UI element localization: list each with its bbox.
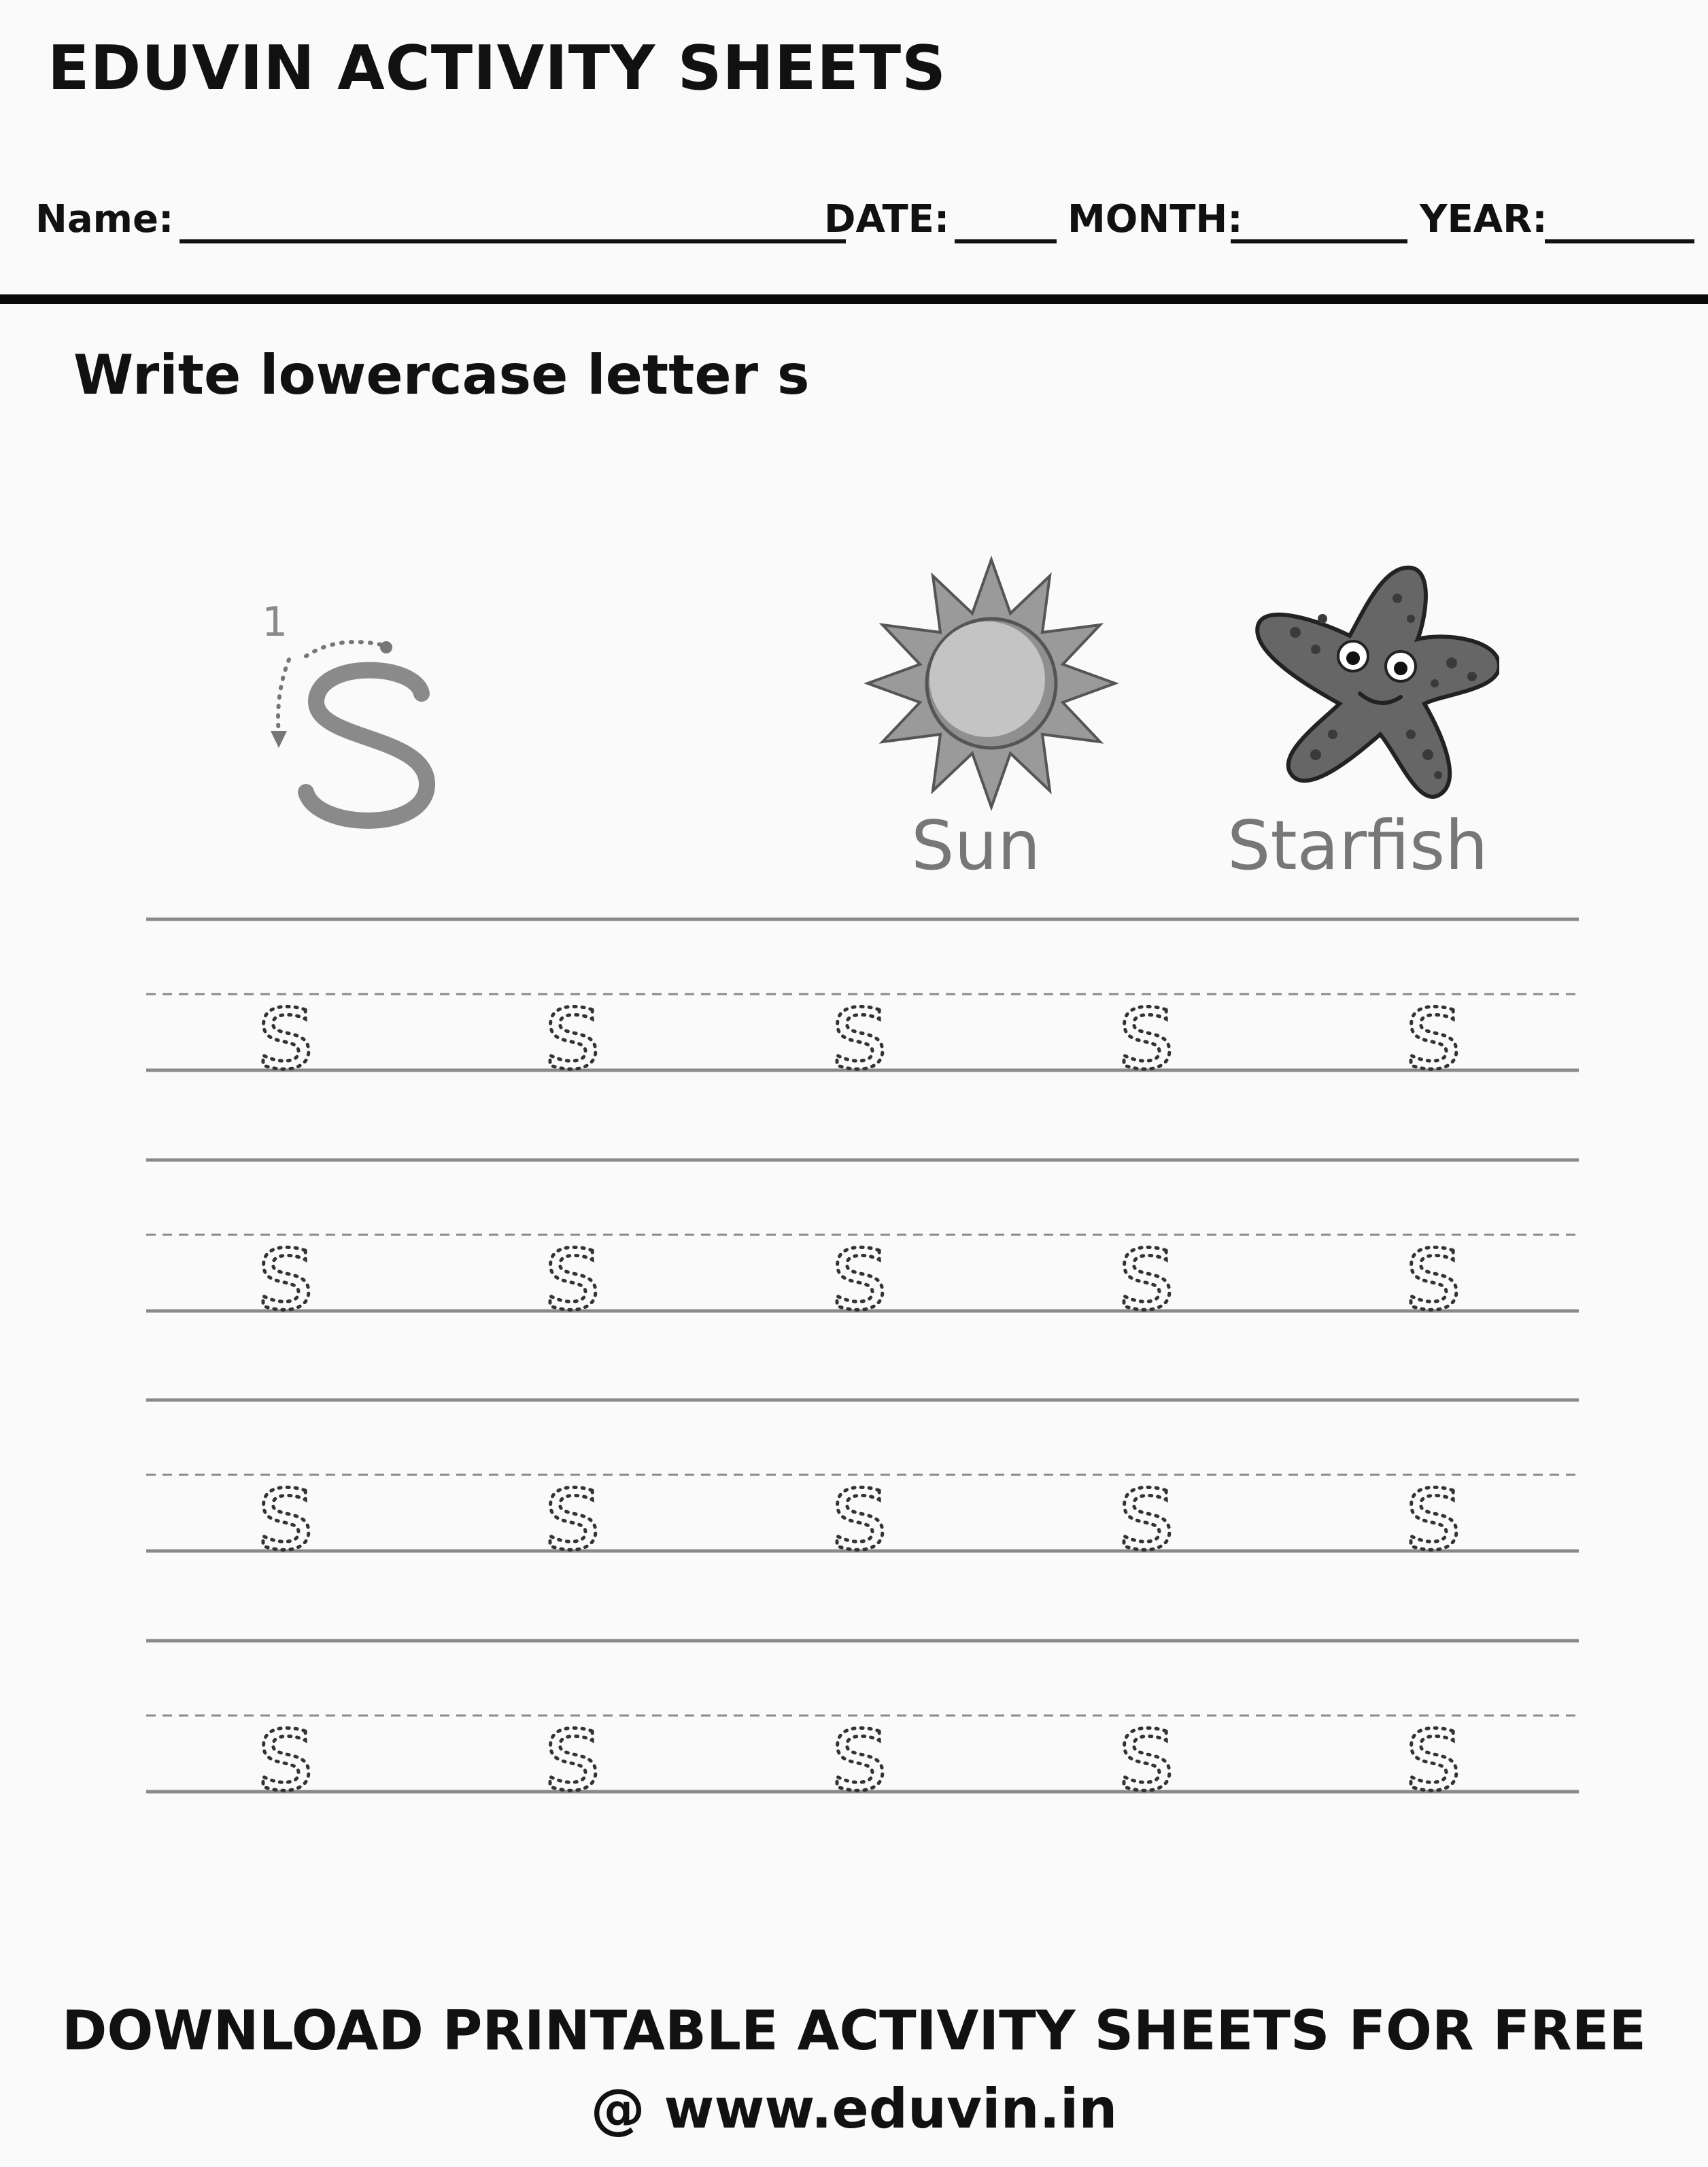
trace-letter[interactable]: s (831, 1207, 888, 1334)
sun-label: Sun (911, 806, 1041, 885)
trace-letter[interactable]: s (544, 966, 601, 1093)
trace-letter[interactable]: s (544, 1207, 601, 1334)
trace-letter[interactable]: s (1118, 1207, 1175, 1334)
trace-letter[interactable]: s (257, 966, 314, 1093)
name-label: Name: (35, 197, 174, 241)
trace-letter[interactable]: s (1405, 1207, 1462, 1334)
trace-letter[interactable]: s (257, 1207, 314, 1334)
trace-letter[interactable]: s (257, 1688, 314, 1815)
date-label: DATE: (824, 197, 950, 241)
trace-letter[interactable]: s (544, 1447, 601, 1574)
trace-letter[interactable]: s (544, 1688, 601, 1815)
trace-letter[interactable]: s (1118, 1447, 1175, 1574)
trace-letter[interactable]: s (1405, 1688, 1462, 1815)
trace-letter[interactable]: s (1405, 1447, 1462, 1574)
trace-letter[interactable]: s (1118, 966, 1175, 1093)
trace-letter[interactable]: s (831, 966, 888, 1093)
instruction-text: Write lowercase letter s (73, 343, 810, 407)
starfish-label: Starfish (1227, 806, 1488, 885)
footer-download-text: DOWNLOAD PRINTABLE ACTIVITY SHEETS FOR FREE (62, 1999, 1646, 2062)
year-label: YEAR: (1420, 197, 1548, 241)
trace-letter[interactable]: s (1405, 966, 1462, 1093)
month-label: MONTH: (1068, 197, 1243, 241)
trace-letter[interactable]: s (831, 1688, 888, 1815)
stroke-step-number: 1 (262, 598, 288, 646)
footer-website-link[interactable]: @ www.eduvin.in (590, 2077, 1118, 2140)
trace-letter[interactable]: s (257, 1447, 314, 1574)
sheet-brand-title: EDUVIN ACTIVITY SHEETS (48, 33, 946, 104)
trace-letter[interactable]: s (1118, 1688, 1175, 1815)
trace-letter[interactable]: s (831, 1447, 888, 1574)
